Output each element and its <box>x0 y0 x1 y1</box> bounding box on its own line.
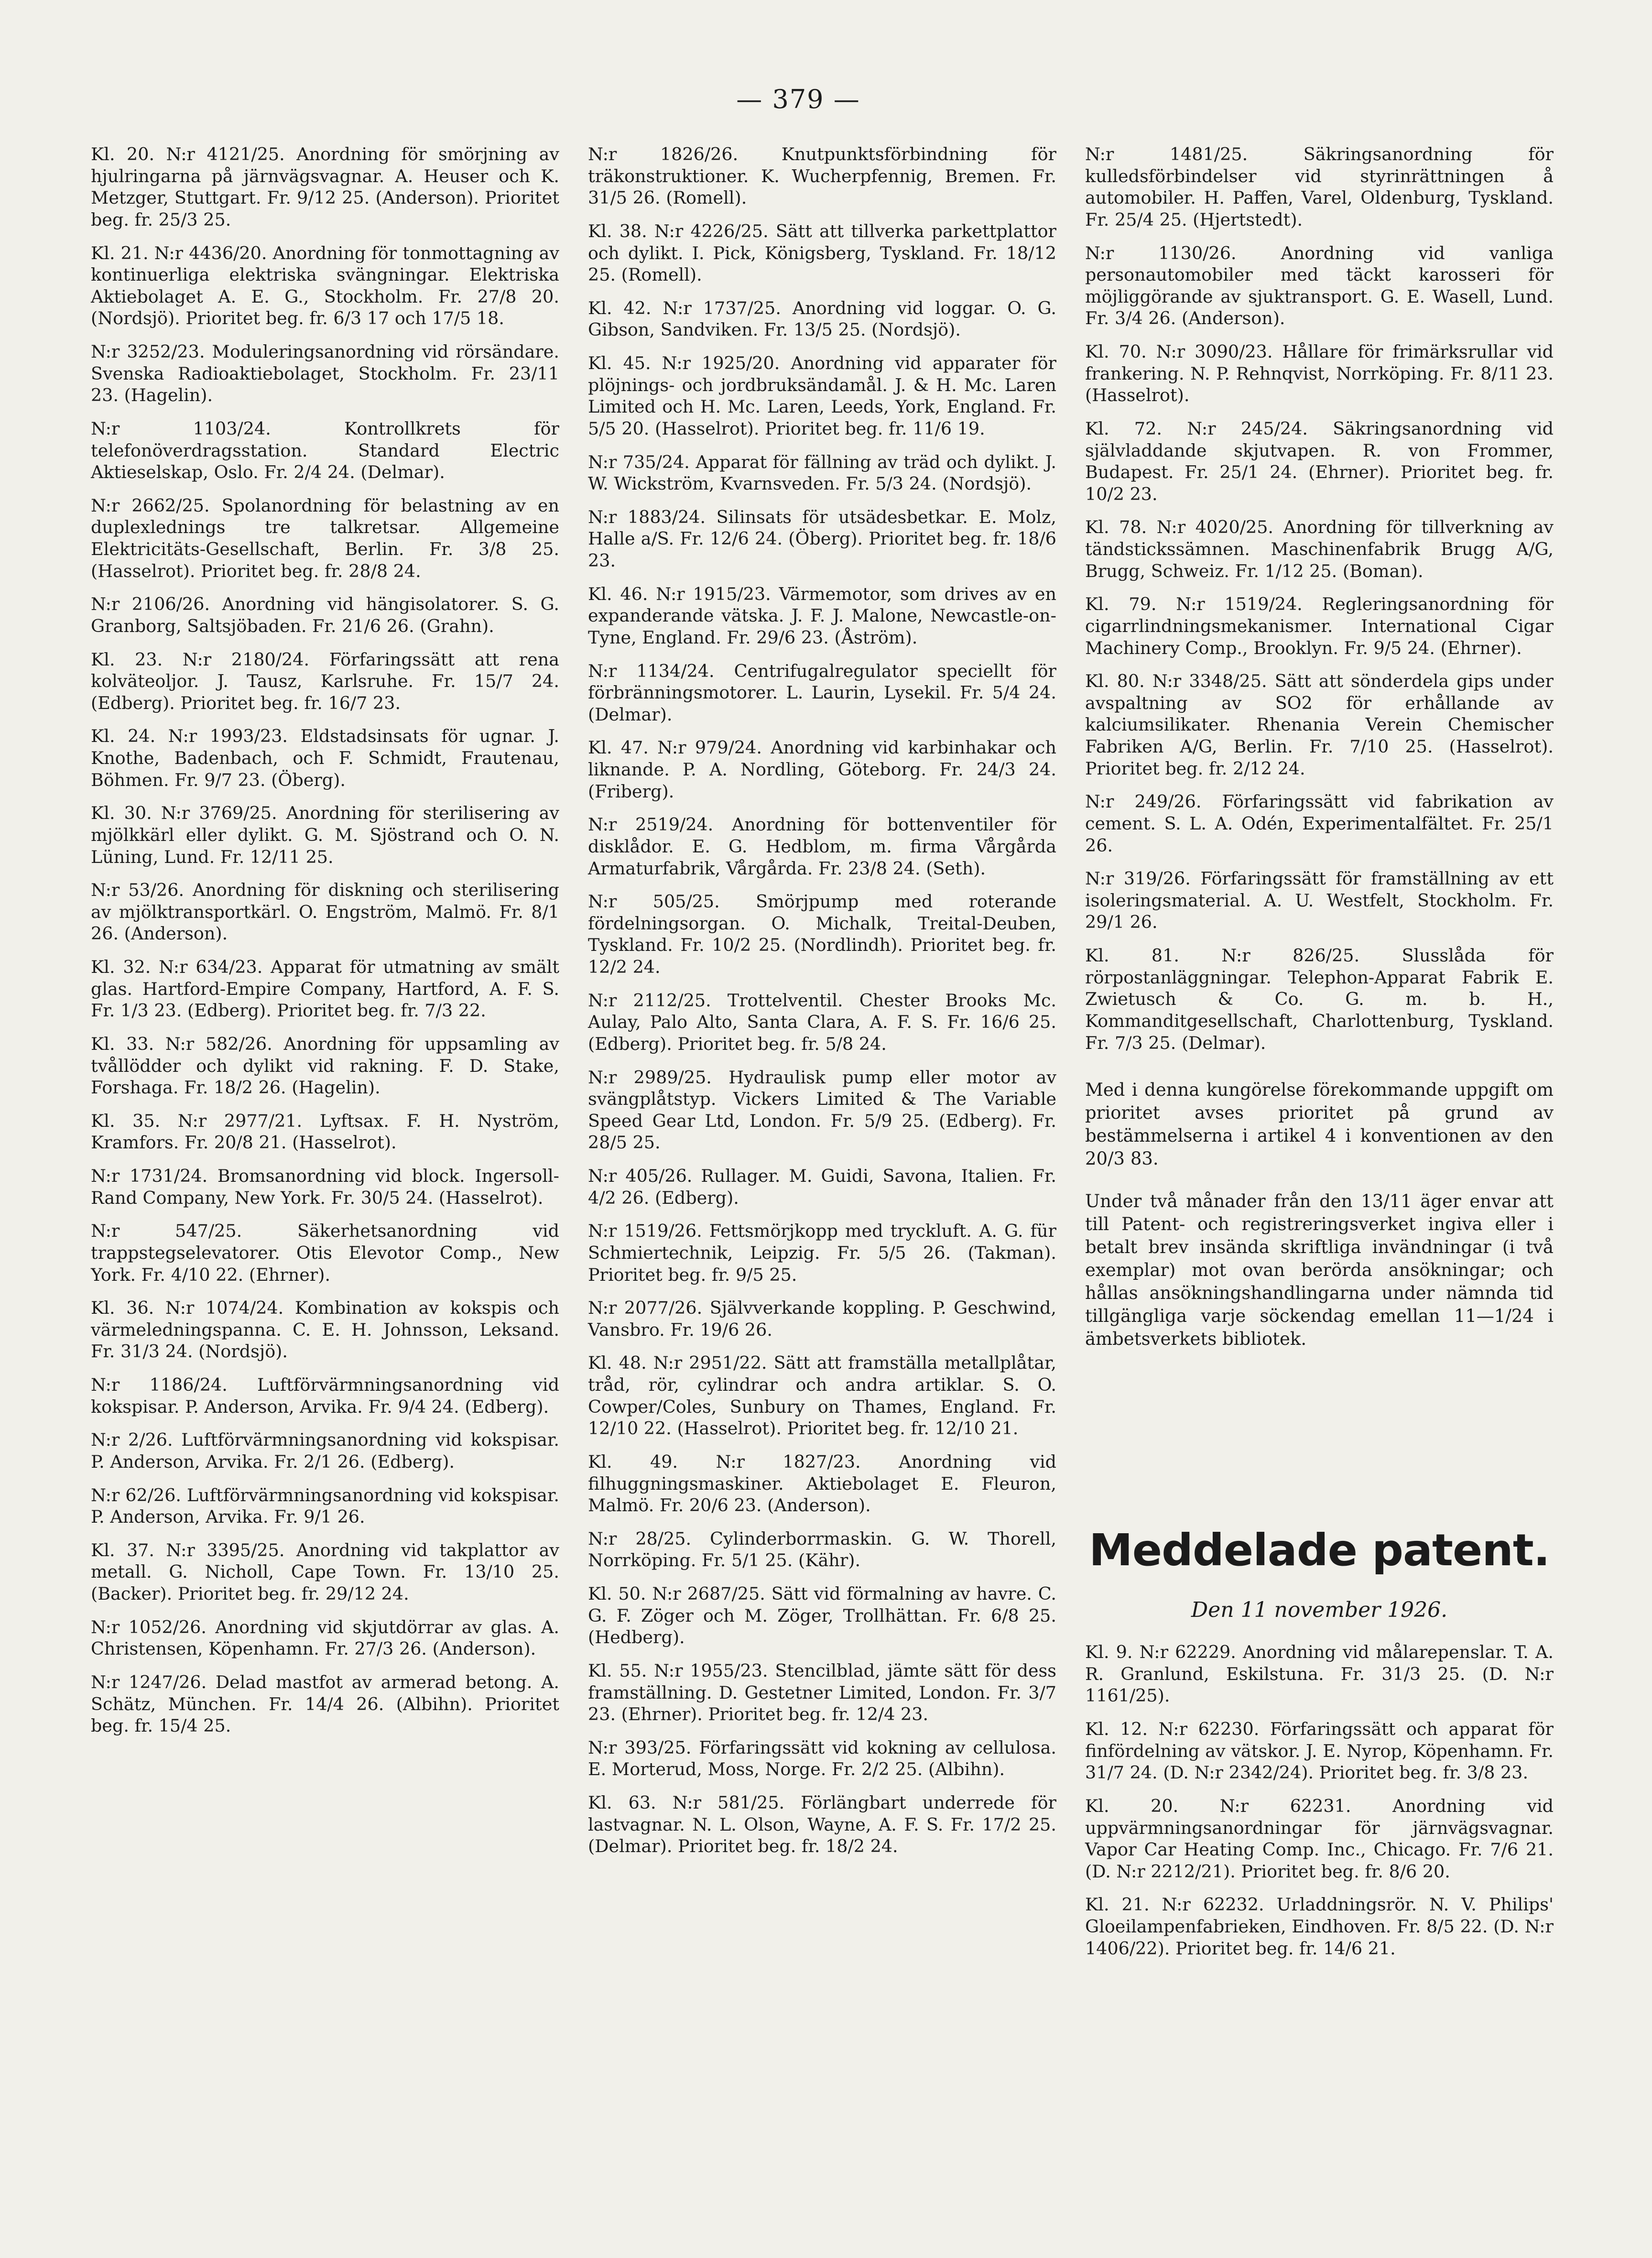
patent-application-entry: N:r 2077/26. Självverkande koppling. P. Geschwind, Vansbro. Fr. 19/6 26. <box>588 1298 1056 1340</box>
patent-application-entry: N:r 2106/26. Anordning vid hängisolatorer. S. G. Granborg, Saltsjöbaden. Fr. 21/6 26. (Grahn). <box>91 594 559 636</box>
patent-application-entry: Kl. 46. N:r 1915/23. Värmemotor, som drives av en expanderande vätska. J. F. J. Malone, Newcastle-on-Tyne, England. Fr. 29/6 23. (Åström). <box>588 583 1056 648</box>
patent-application-entry: N:r 2/26. Luftförvärmningsanordning vid kokspisar. P. Anderson, Arvika. Fr. 2/1 26. (Edberg). <box>91 1429 559 1472</box>
patent-application-entry: N:r 319/26. Förfaringssätt för framställning av ett isoleringsmaterial. A. U. Westfelt, Stockholm. Fr. 29/1 26. <box>1085 868 1554 933</box>
patent-application-entry: Kl. 45. N:r 1925/20. Anordning vid apparater för plöjnings- och jordbruksändamål. J. & H. Mc. Laren Limited och H. Mc. Laren, Leeds, York, England. Fr. 5/5 20. (Hasselrot). Prioritet beg. fr. 11/6 19. <box>588 353 1056 439</box>
patent-application-entry: N:r 2989/25. Hydraulisk pump eller motor av svängplåtstyp. Vickers Limited & The Variable Speed Gear Ltd, London. Fr. 5/9 25. (Edberg). Fr. 28/5 25. <box>588 1067 1056 1153</box>
patent-application-entry: N:r 28/25. Cylinderborrmaskin. G. W. Thorell, Norrköping. Fr. 5/1 25. (Kähr). <box>588 1528 1056 1571</box>
column-1 <box>91 143 559 1748</box>
patent-application-entry: N:r 1731/24. Bromsanordning vid block. Ingersoll-Rand Company, New York. Fr. 30/5 24. (Hasselrot). <box>91 1166 559 1208</box>
patent-application-entry: Kl. 20. N:r 4121/25. Anordning för smörjning av hjulringarna på järnvägsvagnar. A. Heuser och K. Metzger, Stuttgart. Fr. 9/12 25. (Anderson). Prioritet beg. fr. 25/3 25. <box>91 144 559 230</box>
patent-application-entry: Kl. 24. N:r 1993/23. Eldstadsinsats för ugnar. J. Knothe, Badenbach, och F. Schmidt, Frautenau, Böhmen. Fr. 9/7 23. (Öberg). <box>91 726 559 790</box>
patent-application-entry: N:r 53/26. Anordning för diskning och sterilisering av mjölktransportkärl. O. Engström, Malmö. Fr. 8/1 26. (Anderson). <box>91 880 559 944</box>
patent-application-entry: Kl. 47. N:r 979/24. Anordning vid karbinhakar och liknande. P. A. Nordling, Göteborg. Fr. 24/3 24. (Friberg). <box>588 737 1056 802</box>
patent-application-entry: Kl. 72. N:r 245/24. Säkringsanordning vid självladdande skjutvapen. R. von Frommer, Budapest. Fr. 25/1 24. (Ehrner). Prioritet beg. fr. 10/2 23. <box>1085 418 1554 504</box>
patent-application-entry: Kl. 79. N:r 1519/24. Regleringsanordning för cigarrlindningsmekanismer. International Cigar Machinery Comp., Brooklyn. Fr. 9/5 24. (Ehrner). <box>1085 594 1554 658</box>
patent-application-entry: N:r 505/25. Smörjpump med roterande fördelningsorgan. O. Michalk, Treital-Deuben, Tyskland. Fr. 10/2 25. (Nordlindh). Prioritet beg. fr. 12/2 24. <box>588 891 1056 977</box>
patent-application-entry: Kl. 32. N:r 634/23. Apparat för utmatning av smält glas. Hartford-Empire Company, Hartford, A. F. S. Fr. 1/3 23. (Edberg). Prioritet beg. fr. 7/3 22. <box>91 957 559 1021</box>
patent-application-entry: N:r 1130/26. Anordning vid vanliga personautomobiler med täckt karosseri för möjliggörande av sjuktransport. G. E. Wasell, Lund. Fr. 3/4 26. (Anderson). <box>1085 242 1554 329</box>
section-title: Meddelade patent. <box>1089 1525 1550 1576</box>
patent-application-entry: Kl. 38. N:r 4226/25. Sätt att tillverka parkettplattor och dylikt. I. Pick, Königsberg, Tyskland. Fr. 18/12 25. (Romell). <box>588 220 1056 285</box>
patent-application-entry: N:r 2662/25. Spolanordning för belastning av en duplexlednings tre talkretsar. Allgemeine Elektricitäts-Gesellschaft, Berlin. Fr. 3/8 25. (Hasselrot). Prioritet beg. fr. 28/8 24. <box>91 495 559 581</box>
patent-application-entry: Kl. 70. N:r 3090/23. Hållare för frimärksrullar vid frankering. N. P. Rehnqvist, Norrköping. Fr. 8/11 23. (Hasselrot). <box>1085 341 1554 406</box>
patent-application-entry: N:r 1247/26. Delad mastfot av armerad betong. A. Schätz, München. Fr. 14/4 26. (Albihn). Prioritet beg. fr. 15/4 25. <box>91 1671 559 1736</box>
priority-note: Med i denna kungörelse förekommande uppgift om prioritet avses prioritet på grund av bestämmelserna i artikel 4 i konventionen av den 20/3 83. <box>1085 1080 1554 1169</box>
section-date: Den 11 november 1926. <box>1191 1598 1448 1623</box>
patent-application-entry: Kl. 23. N:r 2180/24. Förfaringssätt att rena kolväteoljor. J. Tausz, Karlsruhe. Fr. 15/7 24. (Edberg). Prioritet beg. fr. 16/7 23. <box>91 649 559 713</box>
column-3 <box>1085 143 1554 1971</box>
patent-application-entry: N:r 62/26. Luftförvärmningsanordning vid kokspisar. P. Anderson, Arvika. Fr. 9/1 26. <box>91 1484 559 1527</box>
column-2 <box>588 143 1056 1869</box>
objection-note: Under två månader från den 13/11 äger envar att till Patent- och registreringsverket ingiva eller i betalt brev insända skriftliga invändningar (i två exemplar) mot ovan berörda ansökningar; och hållas ansökningshandlingarna under nämnda tid tillgängliga varje söckendag emellan 11—1/24 i ämbetsverkets bibliotek. <box>1085 1190 1554 1350</box>
patent-application-entry: Kl. 21. N:r 4436/20. Anordning för tonmottagning av kontinuerliga elektriska svängningar. Elektriska Aktiebolaget A. E. G., Stockholm. Fr. 27/8 20. (Nordsjö). Prioritet beg. fr. 6/3 17 och 17/5 18. <box>91 242 559 329</box>
patent-application-entry: N:r 2112/25. Trottelventil. Chester Brooks Mc. Aulay, Palo Alto, Santa Clara, A. F. S. Fr. 16/6 25. (Edberg). Prioritet beg. fr. 5/8 24. <box>588 990 1056 1054</box>
patent-application-entry: Kl. 81. N:r 826/25. Slusslåda för rörpostanläggningar. Telephon-Apparat Fabrik E. Zwietusch & Co. G. m. b. H., Kommanditgesellschaft, Charlottenburg, Tyskland. Fr. 7/3 25. (Delmar). <box>1085 945 1554 1053</box>
patent-application-entry: Kl. 49. N:r 1827/23. Anordning vid filhuggningsmaskiner. Aktiebolaget E. Fleuron, Malmö. Fr. 20/6 23. (Anderson). <box>588 1451 1056 1516</box>
patent-application-entry: N:r 735/24. Apparat för fällning av träd och dylikt. J. W. Wickström, Kvarnsveden. Fr. 5/3 24. (Nordsjö). <box>588 451 1056 494</box>
patent-application-entry: Kl. 42. N:r 1737/25. Anordning vid loggar. O. G. Gibson, Sandviken. Fr. 13/5 25. (Nordsjö). <box>588 297 1056 340</box>
patent-application-entry: N:r 1052/26. Anordning vid skjutdörrar av glas. A. Christensen, Köpenhamn. Fr. 27/3 26. (Anderson). <box>91 1616 559 1659</box>
granted-patent-entry: Kl. 12. N:r 62230. Förfaringssätt och apparat för finfördelning av vätskor. J. E. Nyrop, Köpenhamn. Fr. 31/7 24. (D. N:r 2342/24). Prioritet beg. fr. 3/8 23. <box>1085 1719 1554 1783</box>
patent-application-entry: Kl. 80. N:r 3348/25. Sätt att sönderdela gips under avspaltning av SO2 för erhållande av kalciumsilikater. Rhenania Verein Chemischer Fabriken A/G, Berlin. Fr. 7/10 25. (Hasselrot). Prioritet beg. fr. 2/12 24. <box>1085 671 1554 779</box>
patent-application-entry: Kl. 36. N:r 1074/24. Kombination av kokspis och värmeledningspanna. C. E. H. Johnsson, Leksand. Fr. 31/3 24. (Nordsjö). <box>91 1298 559 1362</box>
patent-application-entry: N:r 1883/24. Silinsats för utsädesbetkar. E. Molz, Halle a/S. Fr. 12/6 24. (Öberg). Prioritet beg. fr. 18/6 23. <box>588 506 1056 571</box>
patent-application-entry: Kl. 48. N:r 2951/22. Sätt att framställa metallplåtar, tråd, rör, cylindrar och andra artiklar. S. O. Cowper/Coles, Sunbury on Thames, England. Fr. 12/10 22. (Hasselrot). Prioritet beg. fr. 12/10 21. <box>588 1353 1056 1439</box>
patent-application-entry: N:r 2519/24. Anordning för bottenventiler för disklådor. E. G. Hedblom, m. firma Vårgårda Armaturfabrik, Vårgårda. Fr. 23/8 24. (Seth). <box>588 814 1056 879</box>
patent-application-entry: N:r 1481/25. Säkringsanordning för kulledsförbindelser vid styrinrättningen å automobiler. H. Paffen, Varel, Oldenburg, Tyskland. Fr. 25/4 25. (Hjertstedt). <box>1085 144 1554 230</box>
patent-application-entry: N:r 1186/24. Luftförvärmningsanordning vid kokspisar. P. Anderson, Arvika. Fr. 9/4 24. (Edberg). <box>91 1374 559 1417</box>
patent-application-entry: N:r 1103/24. Kontrollkrets för telefonöverdragsstation. Standard Electric Aktieselskap, Oslo. Fr. 2/4 24. (Delmar). <box>91 418 559 483</box>
granted-patent-entry: Kl. 9. N:r 62229. Anordning vid målarepenslar. T. A. R. Granlund, Eskilstuna. Fr. 31/3 25. (D. N:r 1161/25). <box>1085 1642 1554 1706</box>
patent-application-entry: Kl. 63. N:r 581/25. Förlängbart underrede för lastvagnar. N. L. Olson, Wayne, A. F. S. Fr. 17/2 25. (Delmar). Prioritet beg. fr. 18/2 24. <box>588 1792 1056 1857</box>
patent-application-entry: Kl. 50. N:r 2687/25. Sätt vid förmalning av havre. C. G. F. Zöger och M. Zöger, Trollhättan. Fr. 6/8 25. (Hedberg). <box>588 1583 1056 1648</box>
patent-application-entry: Kl. 78. N:r 4020/25. Anordning för tillverkning av tändstickssämnen. Maschinenfabrik Brugg A/G, Brugg, Schweiz. Fr. 1/12 25. (Boman). <box>1085 517 1554 581</box>
patent-application-entry: N:r 1826/26. Knutpunktsförbindning för träkonstruktioner. K. Wucherpfennig, Bremen. Fr. 31/5 26. (Romell). <box>588 144 1056 208</box>
patent-application-entry: N:r 393/25. Förfaringssätt vid kokning av cellulosa. E. Morterud, Moss, Norge. Fr. 2/2 25. (Albihn). <box>588 1737 1056 1780</box>
patent-application-entry: N:r 249/26. Förfaringssätt vid fabrikation av cement. S. L. A. Odén, Experimentalfältet. Fr. 25/1 26. <box>1085 791 1554 856</box>
page-number: — 379 — <box>736 84 860 114</box>
patent-application-entry: Kl. 30. N:r 3769/25. Anordning för sterilisering av mjölkkärl eller dylikt. G. M. Sjöstrand och O. N. Lüning, Lund. Fr. 12/11 25. <box>91 803 559 867</box>
patent-application-entry: N:r 1519/26. Fettsmörjkopp med tryckluft. A. G. für Schmiertechnik, Leipzig. Fr. 5/5 26. (Takman). Prioritet beg. fr. 9/5 25. <box>588 1221 1056 1285</box>
granted-patent-entry: Kl. 21. N:r 62232. Urladdningsrör. N. V. Philips' Gloeilampenfabrieken, Eindhoven. Fr. 8/5 22. (D. N:r 1406/22). Prioritet beg. fr. 14/6 21. <box>1085 1894 1554 1959</box>
patent-application-entry: Kl. 55. N:r 1955/23. Stencilblad, jämte sätt för dess framställning. D. Gestetner Limited, London. Fr. 3/7 23. (Ehrner). Prioritet beg. fr. 12/4 23. <box>588 1660 1056 1725</box>
patent-application-entry: Kl. 35. N:r 2977/21. Lyftsax. F. H. Nyström, Kramfors. Fr. 20/8 21. (Hasselrot). <box>91 1110 559 1153</box>
patent-application-entry: N:r 1134/24. Centrifugalregulator speciellt för förbränningsmotorer. L. Laurin, Lysekil. Fr. 5/4 24. (Delmar). <box>588 660 1056 725</box>
patent-application-entry: Kl. 37. N:r 3395/25. Anordning vid takplattor av metall. G. Nicholl, Cape Town. Fr. 13/10 25. (Backer). Prioritet beg. fr. 29/12 24. <box>91 1539 559 1604</box>
patent-application-entry: N:r 547/25. Säkerhetsanordning vid trappstegselevatorer. Otis Elevotor Comp., New York. Fr. 4/10 22. (Ehrner). <box>91 1221 559 1285</box>
patent-application-entry: N:r 405/26. Rullager. M. Guidi, Savona, Italien. Fr. 4/2 26. (Edberg). <box>588 1166 1056 1208</box>
granted-patent-entry: Kl. 20. N:r 62231. Anordning vid uppvärmningsanordningar för järnvägsvagnar. Vapor Car Heating Comp. Inc., Chicago. Fr. 7/6 21. (D. N:r 2212/21). Prioritet beg. fr. 8/6 20. <box>1085 1795 1554 1882</box>
patent-application-entry: Kl. 33. N:r 582/26. Anordning för uppsamling av tvållödder och dylikt vid rakning. F. D. Stake, Forshaga. Fr. 18/2 26. (Hagelin). <box>91 1033 559 1098</box>
patent-application-entry: N:r 3252/23. Moduleringsanordning vid rörsändare. Svenska Radioaktiebolaget, Stockholm. Fr. 23/11 23. (Hagelin). <box>91 341 559 406</box>
